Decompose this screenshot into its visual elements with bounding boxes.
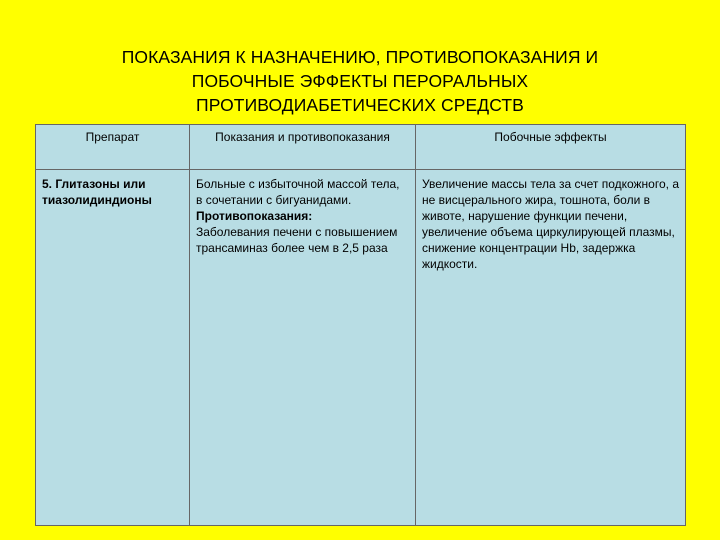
table-row: [36, 170, 686, 526]
header-drug: Препарат: [36, 125, 190, 170]
drugs-table: [35, 124, 686, 526]
indications-cell: [190, 170, 416, 526]
contraindications-label: Противопоказания:: [196, 209, 313, 223]
indications-text: Больные с избыточной массой тела, в сочетании с бигуанидами.: [196, 177, 400, 207]
table-header-row: [36, 125, 686, 170]
title-line-1: ПОКАЗАНИЯ К НАЗНАЧЕНИЮ, ПРОТИВОПОКАЗАНИЯ И: [121, 46, 599, 67]
header-indications: Показания и противопоказания: [190, 125, 416, 170]
title-line-3: ПРОТИВОДИАБЕТИЧЕСКИХ СРЕДСТВ: [196, 94, 524, 115]
drug-name: 5. Глитазоны или тиазолидиндионы: [42, 177, 152, 207]
side-effects-cell: [416, 170, 686, 526]
drug-cell: [36, 170, 190, 526]
side-effects-text: Увеличение массы тела за счет подкожного, а не висцерального жира, тошнота, боли в животе, нарушение функции печени, увеличение объема циркулирующей плазмы, снижение концентрации Hb, задержка жидкости.: [422, 177, 679, 271]
title-line-2: ПОБОЧНЫЕ ЭФФЕКТЫ ПЕРОРАЛЬНЫХ: [191, 70, 529, 91]
header-side-effects: Побочные эффекты: [416, 125, 686, 170]
contraindications-text: Заболевания печени с повышением трансаминаз более чем в 2,5 раза: [196, 225, 398, 255]
slide-title: [40, 45, 680, 117]
